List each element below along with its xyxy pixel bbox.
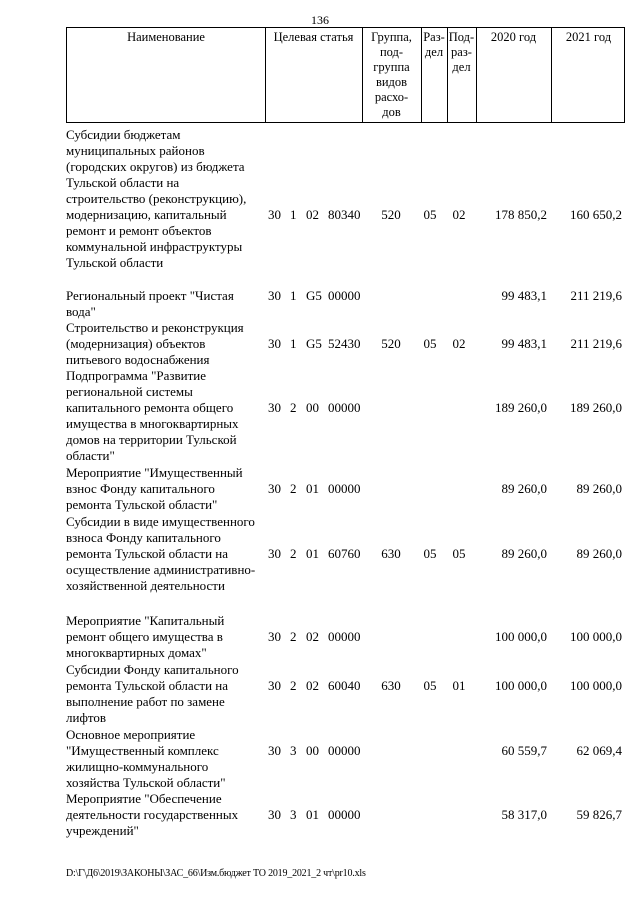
- row-name-line: жилищно-коммунального: [66, 759, 209, 774]
- value-2020-cell: 60 559,7: [501, 743, 547, 758]
- row-name-line: региональной системы: [66, 384, 193, 399]
- row-name-line: строительство (реконструкцию),: [66, 191, 247, 206]
- row-name-cell: [66, 662, 262, 726]
- target-code-subprogram: 3: [290, 743, 297, 758]
- row-name-line: ремонта Тульской области на: [66, 678, 229, 693]
- row-name-line: Субсидии в виде имущественного: [66, 514, 255, 529]
- expense-group-cell: 520: [381, 207, 401, 222]
- target-code-event: 01: [306, 546, 319, 561]
- row-name-line: многоквартирных домах": [66, 645, 207, 660]
- target-code-program: 30: [268, 288, 281, 303]
- page-number: 136: [311, 13, 329, 27]
- target-code-subprogram: 2: [290, 546, 297, 561]
- value-2021-cell: 189 260,0: [570, 400, 622, 415]
- target-code-direction: 60040: [328, 678, 361, 693]
- row-name-line: "Имущественный комплекс: [66, 743, 219, 758]
- target-code-subprogram: 3: [290, 807, 297, 822]
- section-cell: 05: [423, 207, 437, 222]
- value-2020-cell: 100 000,0: [495, 629, 547, 644]
- row-name-line: вода": [66, 304, 96, 319]
- row-name-line: Мероприятие "Капитальный: [66, 613, 225, 628]
- target-code-event: G5: [306, 336, 322, 351]
- value-2021-cell: 100 000,0: [570, 678, 622, 693]
- expense-group-cell: 630: [381, 546, 401, 561]
- target-code-direction: 60760: [328, 546, 361, 561]
- target-code-subprogram: 1: [290, 336, 297, 351]
- target-code-subprogram: 2: [290, 678, 297, 693]
- expense-group-cell: 630: [381, 678, 401, 693]
- header-expense-group: Группа, под- группа видов расхо- дов: [371, 30, 412, 119]
- header-2021: 2021 год: [565, 30, 612, 44]
- file-path-footer: D:\Г\Д6\2019\ЗАКОНЫ\ЗАС_66\Изм.бюджет ТО 2019_2021_2 чт\pr10.xls: [66, 868, 366, 879]
- row-name-line: Подпрограмма "Развитие: [66, 368, 207, 383]
- target-code-event: G5: [306, 288, 322, 303]
- value-2020-cell: 178 850,2: [495, 207, 547, 222]
- value-2021-cell: 89 260,0: [576, 546, 622, 561]
- value-2021-cell: 160 650,2: [570, 207, 622, 222]
- header-target-article: Целевая статья: [273, 30, 354, 44]
- row-name-cell: [66, 368, 262, 464]
- target-code-program: 30: [268, 400, 281, 415]
- row-name-line: Региональный проект "Чистая: [66, 288, 234, 303]
- row-name-line: учреждений": [66, 823, 139, 838]
- header-section: Раз- дел: [423, 30, 445, 59]
- target-code-event: 01: [306, 807, 319, 822]
- target-code-program: 30: [268, 743, 281, 758]
- row-name-line: взноса Фонду капитального: [66, 530, 221, 545]
- target-code-direction: 00000: [328, 807, 361, 822]
- subsection-cell: 01: [452, 678, 466, 693]
- row-name-line: домов на территории Тульской: [66, 432, 237, 447]
- row-name-cell: [66, 514, 262, 594]
- target-code-direction: 00000: [328, 629, 361, 644]
- target-code-direction: 00000: [328, 400, 361, 415]
- target-code-event: 02: [306, 629, 319, 644]
- target-code-subprogram: 2: [290, 629, 297, 644]
- row-name-line: Основное мероприятие: [66, 727, 196, 742]
- target-code-subprogram: 2: [290, 400, 297, 415]
- value-2021-cell: 211 219,6: [570, 336, 622, 351]
- value-2020-cell: 99 483,1: [501, 288, 547, 303]
- row-name-line: Строительство и реконструкция: [66, 320, 244, 335]
- row-name-line: питьевого водоснабжения: [66, 352, 210, 367]
- target-code-program: 30: [268, 546, 281, 561]
- target-code-event: 01: [306, 481, 319, 496]
- section-cell: 05: [423, 546, 437, 561]
- row-name-line: лифтов: [66, 710, 107, 725]
- value-2021-cell: 62 069,4: [576, 743, 622, 758]
- row-name-line: капитального ремонта общего: [66, 400, 234, 415]
- target-code-event: 00: [306, 400, 319, 415]
- row-name-line: хозяйственной деятельности: [66, 578, 225, 593]
- value-2020-cell: 100 000,0: [495, 678, 547, 693]
- target-code-event: 00: [306, 743, 319, 758]
- target-code-program: 30: [268, 678, 281, 693]
- row-name-cell: [66, 791, 262, 839]
- target-code-program: 30: [268, 481, 281, 496]
- value-2021-cell: 100 000,0: [570, 629, 622, 644]
- target-code-event: 02: [306, 678, 319, 693]
- row-name-line: хозяйства Тульской области": [66, 775, 226, 790]
- target-code-program: 30: [268, 807, 281, 822]
- subsection-cell: 05: [452, 546, 466, 561]
- row-name-line: взнос Фонду капитального: [66, 481, 215, 496]
- row-name-line: ремонт общего имущества в: [66, 629, 223, 644]
- row-name-line: Тульской области: [66, 255, 164, 270]
- row-name-line: модернизацию, капитальный: [66, 207, 227, 222]
- target-code-program: 30: [268, 629, 281, 644]
- row-name-line: (городских округов) из бюджета: [66, 159, 245, 174]
- target-code-direction: 80340: [328, 207, 361, 222]
- row-name-line: ремонта Тульской области на: [66, 546, 229, 561]
- row-name-cell: [66, 288, 262, 320]
- row-name-line: ремонт и ремонт объектов: [66, 223, 212, 238]
- subsection-cell: 02: [452, 207, 466, 222]
- row-name-line: Тульской области на: [66, 175, 180, 190]
- row-name-cell: [66, 127, 262, 271]
- row-name-line: деятельности государственных: [66, 807, 239, 822]
- row-name-line: Мероприятие "Имущественный: [66, 465, 243, 480]
- header-subsection: Под- раз- дел: [448, 30, 475, 74]
- target-code-direction: 00000: [328, 743, 361, 758]
- target-code-program: 30: [268, 207, 281, 222]
- value-2020-cell: 89 260,0: [501, 481, 547, 496]
- target-code-event: 02: [306, 207, 319, 222]
- value-2020-cell: 189 260,0: [495, 400, 547, 415]
- row-name-line: ремонта Тульской области": [66, 497, 218, 512]
- target-code-subprogram: 1: [290, 207, 297, 222]
- target-code-direction: 52430: [328, 336, 361, 351]
- row-name-cell: [66, 320, 262, 368]
- section-cell: 05: [423, 678, 437, 693]
- row-name-line: Субсидии Фонду капитального: [66, 662, 239, 677]
- row-name-line: выполнение работ по замене: [66, 694, 225, 709]
- target-code-subprogram: 1: [290, 288, 297, 303]
- expense-group-cell: 520: [381, 336, 401, 351]
- value-2020-cell: 89 260,0: [501, 546, 547, 561]
- row-name-cell: [66, 727, 262, 791]
- row-name-line: Мероприятие "Обеспечение: [66, 791, 222, 806]
- target-code-subprogram: 2: [290, 481, 297, 496]
- row-name-cell: [66, 465, 262, 513]
- value-2021-cell: 89 260,0: [576, 481, 622, 496]
- header-name: Наименование: [127, 30, 205, 44]
- row-name-line: Субсидии бюджетам: [66, 127, 181, 142]
- row-name-cell: [66, 613, 262, 661]
- table-header: [66, 27, 625, 123]
- section-cell: 05: [423, 336, 437, 351]
- subsection-cell: 02: [452, 336, 466, 351]
- header-2020: 2020 год: [490, 30, 537, 44]
- target-code-direction: 00000: [328, 481, 361, 496]
- target-code-program: 30: [268, 336, 281, 351]
- row-name-line: (модернизация) объектов: [66, 336, 206, 351]
- value-2020-cell: 99 483,1: [501, 336, 547, 351]
- row-name-line: осуществление административно-: [66, 562, 256, 577]
- row-name-line: муниципальных районов: [66, 143, 205, 158]
- value-2020-cell: 58 317,0: [501, 807, 547, 822]
- row-name-line: области": [66, 448, 115, 463]
- row-name-line: имущества в многоквартирных: [66, 416, 239, 431]
- target-code-direction: 00000: [328, 288, 361, 303]
- row-name-line: коммунальной инфраструктуры: [66, 239, 243, 254]
- value-2021-cell: 59 826,7: [576, 807, 622, 822]
- value-2021-cell: 211 219,6: [570, 288, 622, 303]
